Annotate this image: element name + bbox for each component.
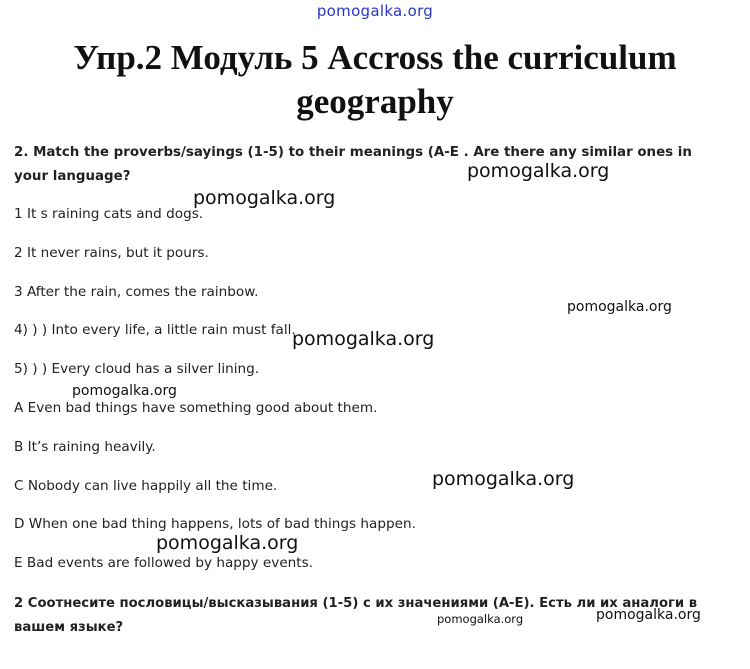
watermark: pomogalka.org bbox=[596, 607, 701, 623]
proverb-4: 4) ) ) Into every life, a little rain must fall. bbox=[14, 322, 296, 338]
exercise-question-en: 2. Match the proverbs/sayings (1-5) to their meanings (A-E . Are there any similar ones in your language? bbox=[14, 145, 692, 184]
page-title: Упр.2 Модуль 5 Accross the curriculum geography bbox=[73, 38, 677, 121]
watermark: pomogalka.org bbox=[156, 532, 299, 554]
watermark: pomogalka.org bbox=[72, 383, 177, 399]
watermark: pomogalka.org bbox=[292, 328, 435, 350]
meaning-d: D When one bad thing happens, lots of bad things happen. bbox=[14, 516, 416, 532]
header-watermark: pomogalka.org bbox=[316, 2, 434, 20]
watermark: pomogalka.org bbox=[193, 187, 336, 209]
watermark: pomogalka.org bbox=[467, 160, 610, 182]
watermark: pomogalka.org bbox=[567, 299, 672, 315]
exercise-question-ru: 2 Соотнесите пословицы/высказывания (1-5) с их значениями (A-E). Есть ли их аналоги в вашем языке? bbox=[14, 596, 698, 635]
watermark: pomogalka.org bbox=[432, 468, 575, 490]
meaning-a: A Even bad things have something good about them. bbox=[14, 400, 378, 416]
meaning-b: B It’s raining heavily. bbox=[14, 439, 156, 455]
proverb-5: 5) ) ) Every cloud has a silver lining. bbox=[14, 361, 260, 377]
proverb-1: 1 It s raining cats and dogs. bbox=[14, 206, 204, 222]
watermark: pomogalka.org bbox=[437, 612, 524, 626]
proverb-2: 2 It never rains, but it pours. bbox=[14, 245, 209, 261]
meaning-c: C Nobody can live happily all the time. bbox=[14, 478, 278, 494]
meaning-e: E Bad events are followed by happy events. bbox=[14, 555, 314, 571]
proverb-3: 3 After the rain, comes the rainbow. bbox=[14, 284, 259, 300]
